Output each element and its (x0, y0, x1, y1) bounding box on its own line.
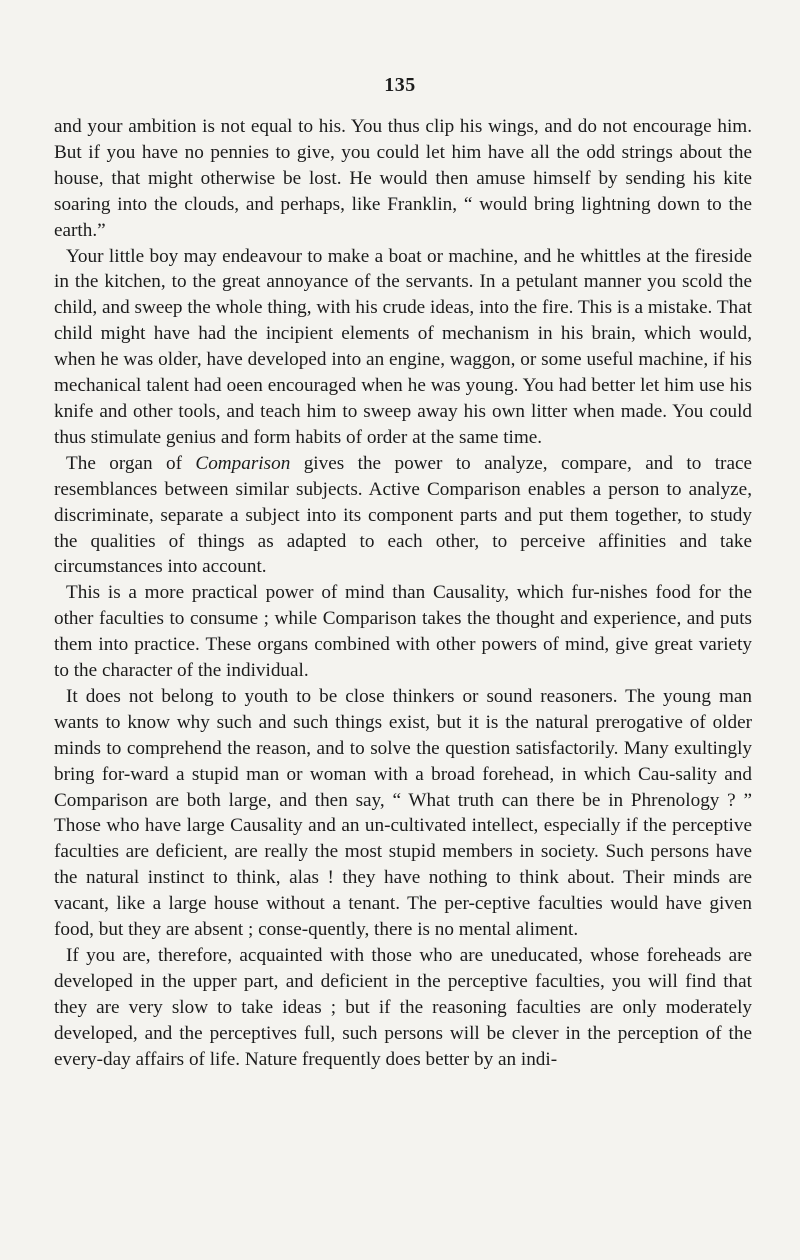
comparison-emphasis: Comparison (195, 452, 291, 474)
paragraph-practical-power: This is a more practical power of mind than Causality, which fur-nishes food for the other faculties to consume ; while Comparison takes the thought and experience, and puts them into practice. These organs combined with other powers of mind, give great variety to the character of the individual. (54, 582, 752, 682)
paragraph-uneducated: If you are, therefore, acquainted with those who are uneducated, whose foreheads are developed in the upper part, and deficient in the perceptive faculties, you will find that they are very slow to take ideas ; but if the reasoning faculties are only moderately developed, and the perceptives full, such persons will be clever in the perception of the every-day affairs of life. Nature frequently does better by an indi- (54, 945, 752, 1070)
paragraph-youth: It does not belong to youth to be close thinkers or sound reasoners. The young man wants to know why such and such things exist, but it is the natural prerogative of older minds to comprehend the reason, and to solve the question satisfactorily. Many exultingly bring for-ward a stupid man or woman with a broad forehead, in which Cau-sality and Comparison are both large, and then say, “ What truth can there be in Phrenology ? ” Those who have large Causality and an un-cultivated intellect, especially if the perceptive faculties are deficient, are really the most stupid members in society. Such persons have the natural instinct to think, alas ! they have nothing to think about. Their minds are vacant, like a large house without a tenant. The per-ceptive faculties would have given food, but they are absent ; conse-quently, there is no mental aliment. (54, 685, 752, 941)
page-number: 135 (384, 74, 416, 96)
comparison-text-before: The organ of (66, 452, 196, 474)
body-text (54, 114, 752, 1073)
paragraph-ambition: and your ambition is not equal to his. You thus clip his wings, and do not encourage him. But if you have no pennies to give, you could let him have all the odd strings about the house, that might otherwise be lost. He would then amuse himself by sending his kite soaring into the clouds, and perhaps, like Franklin, “ would bring lightning down to the earth.” (54, 116, 752, 241)
comparison-text-after: gives the power to analyze, compare, and to trace resemblances between similar subjects. Active Comparison enables a person to analyze, discriminate, separate a subject into its component parts and put them together, to study the qualities of things as adapted to each other, to perceive affinities and take circumstances into account. (54, 452, 752, 578)
paragraph-comparison (54, 451, 752, 581)
paragraph-little-boy: Your little boy may endeavour to make a boat or machine, and he whittles at the fireside in the kitchen, to the great annoyance of the servants. In a petulant manner you scold the child, and sweep the whole thing, with his crude ideas, into the fire. This is a mistake. That child might have had the incipient elements of mechanism in his brain, which would, when he was older, have developed into an engine, waggon, or some useful machine, if his mechanical talent had oeen encouraged when he was young. You had better let him use his knife and other tools, and teach him to sweep away his own litter when made. You could thus stimulate genius and form habits of order at the same time. (54, 245, 752, 448)
